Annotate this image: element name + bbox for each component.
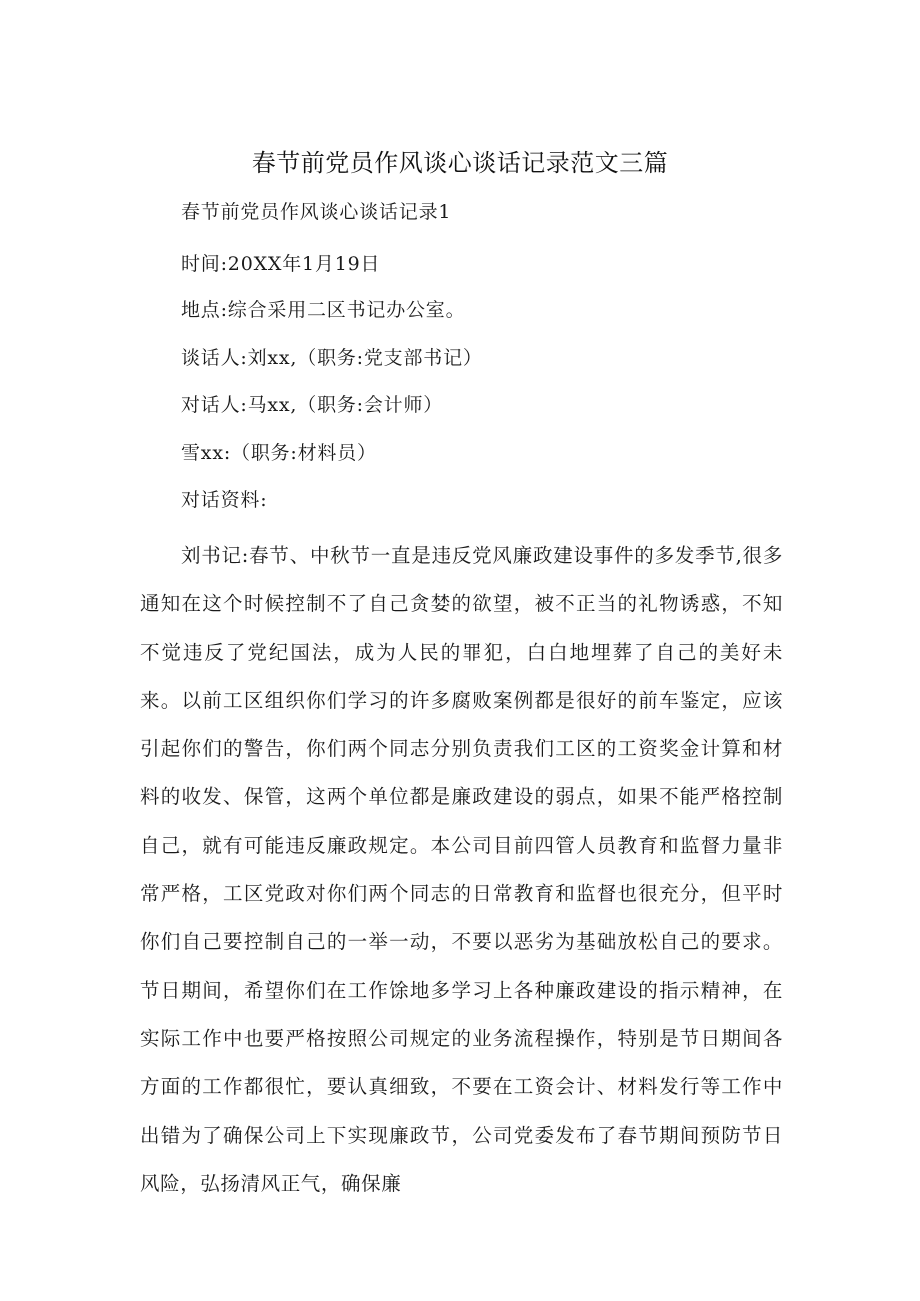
body-paragraph: 刘书记:春节、中秋节一直是违反党风廉政建设事件的多发季节,很多通知在这个时候控制不了自己贪婪的欲望，被不正当的礼物诱惑，不知不觉违反了党纪国法，成为人民的罪犯，白白地埋葬了自己的美好未来。以前工区组织你们学习的许多腐败案例都是很好的前车鉴定，应该引起你们的警告，你们两个同志分别负责我们工区的工资奖金计算和材料的收发、保管，这两个单位都是廉政建设的弱点，如果不能严格控制自己，就有可能违反廉政规定。本公司目前四管人员教育和监督力量非常严格，工区党政对你们两个同志的日常教育和监督也很充分，但平时你们自己要控制自己的一举一动，不要以恶劣为基础放松自己的要求。节日期间，希望你们在工作馀地多学习上各种廉政建设的指示精神，在实际工作中也要严格按照公司规定的业务流程操作，特别是节日期间各方面的工作都很忙，要认真细致，不要在工资会计、材料发行等工作中出错为了确保公司上下实现廉政节，公司党委发布了春节期间预防节日风险，弘扬清风正气，确保廉 xyxy=(140,544,783,1195)
section-heading: 春节前党员作风谈心谈话记录1 xyxy=(181,201,452,223)
speaker-line: 谈话人:刘xx,（职务:党支部书记） xyxy=(181,347,483,369)
meeting-location: 地点:综合采用二区书记办公室。 xyxy=(181,299,466,321)
content-label: 对话资料: xyxy=(181,489,268,511)
meeting-time: 时间:20XX年1月19日 xyxy=(181,253,381,275)
listener-line-2: 雪xx:（职务:材料员） xyxy=(181,442,377,464)
document-title: 春节前党员作风谈心谈话记录范文三篇 xyxy=(251,149,669,177)
listener-line-1: 对话人:马xx,（职务:会计师） xyxy=(181,394,444,416)
